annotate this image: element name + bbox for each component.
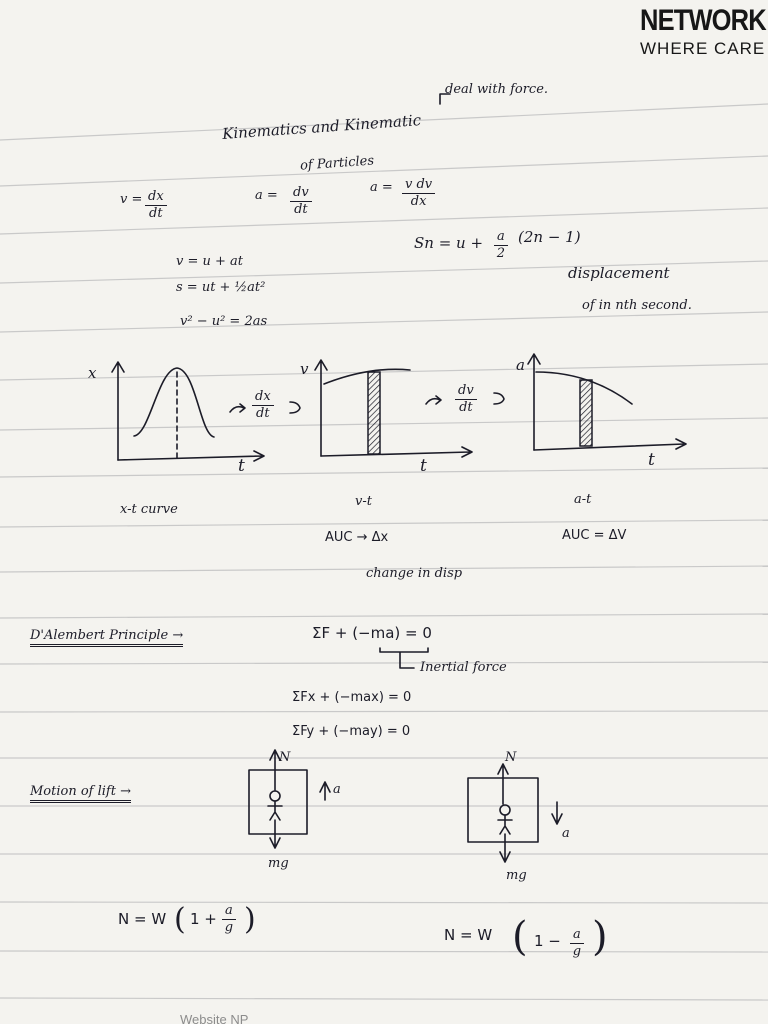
eq-avdv-lhs: a = (370, 180, 393, 195)
brand-tagline: WHERE CARE (640, 39, 766, 58)
formula-down-one: 1 − (534, 932, 561, 950)
lift-down-person-head (500, 805, 510, 815)
eq-v-denominator: dt (149, 206, 163, 221)
graph1-x-label: t (238, 456, 245, 476)
eq-sn-lhs: Sn = u + (414, 234, 484, 252)
eq-a-denominator: dt (294, 202, 308, 217)
dalembert-heading-text: D'Alembert Principle → (30, 628, 183, 647)
lift-down-accel-arrow (552, 802, 562, 824)
lift-down-person-body (498, 815, 512, 834)
eq-v-lhs: v = (120, 192, 143, 207)
formula-up-lhs: N = W (118, 910, 167, 928)
eq-avdv-numerator: v dv (402, 178, 435, 194)
displacement-note-2: of in nth second. (582, 298, 692, 313)
formula-up-numerator: a (222, 904, 236, 920)
formula-down-open-paren: ( (512, 914, 528, 960)
graph2-auc: AUC → Δx (325, 530, 389, 545)
lift-up-n-label: N (279, 750, 291, 765)
dalembert-eq2: ΣFx + (−max) = 0 (292, 690, 412, 705)
arrow2-numerator: dv (455, 384, 477, 400)
graph2-x-label: t (420, 456, 427, 476)
graph3-auc: AUC = ΔV (562, 528, 627, 543)
formula-down-close-paren: ) (592, 914, 608, 960)
formula-up-close-paren: ) (244, 902, 256, 937)
formula-down-fraction (570, 928, 584, 959)
formula-down-lhs: N = W (444, 926, 493, 944)
lift-down-normal-arrow (498, 764, 508, 804)
lift-down-weight-arrow (500, 834, 510, 862)
lift-down-n-label: N (505, 750, 517, 765)
lift-up-mg-label: mg (268, 856, 289, 871)
title-line-1: Kinematics and Kinematic (221, 111, 422, 143)
formula-down-denominator: g (572, 944, 582, 959)
arrow2-denominator: dt (459, 400, 473, 415)
eq-sn-rhs: (2n − 1) (518, 228, 581, 246)
graph3-y-label: a (516, 356, 525, 374)
eq-v-u-at: v = u + at (176, 254, 244, 269)
eq-a-numerator: dv (290, 186, 312, 202)
graph3-caption: a-t (574, 492, 592, 507)
lift-up-box (249, 770, 307, 834)
graph2-auc-note: change in disp (366, 566, 463, 581)
lift-heading-text: Motion of lift → (30, 784, 131, 803)
graph1-caption: x-t curve (120, 502, 178, 517)
eq-avdv-denominator: dx (410, 194, 427, 209)
arrow1-numerator: dx (252, 390, 274, 406)
eq-a-lhs: a = (255, 188, 278, 203)
inertial-force-label: Inertial force (420, 660, 507, 675)
graph2-caption: v-t (355, 494, 372, 509)
dalembert-eq3: ΣFy + (−may) = 0 (292, 724, 411, 739)
graph3-x-label: t (648, 450, 655, 470)
displacement-note-1: displacement (568, 264, 670, 282)
arrow1-denominator: dt (256, 406, 270, 421)
lift-down-mg-label: mg (506, 868, 527, 883)
lift-up-a-label: a (333, 782, 341, 797)
title-line-2: of Particles (299, 153, 375, 174)
eq-sn-numerator: a (494, 230, 508, 246)
eq-v-squared: v² − u² = 2as (180, 314, 268, 329)
lift-down-a-label: a (562, 826, 570, 841)
graph2-y-label: v (300, 360, 309, 378)
eq-v-numerator: dx (145, 190, 167, 206)
formula-up-denominator: g (224, 920, 234, 935)
eq-s: s = ut + ½at² (176, 280, 266, 295)
brand-name: NETWORK (640, 4, 766, 37)
footer-website: Website NP (180, 1012, 249, 1024)
lift-down-diagram (468, 764, 562, 862)
lift-up-person-head (270, 791, 280, 801)
eq-sn-denominator: 2 (496, 246, 506, 261)
formula-up-open-paren: ( (174, 902, 186, 937)
formula-up-fraction (222, 904, 236, 935)
formula-up-one: 1 + (190, 910, 217, 928)
lift-up-accel-arrow (320, 782, 330, 800)
annotation-deal-with-force: deal with force. (445, 82, 549, 97)
lift-up-person-body (268, 801, 282, 820)
formula-down-numerator: a (570, 928, 584, 944)
dalembert-eq1: ΣF + (−ma) = 0 (312, 624, 432, 642)
graph1-y-label: x (88, 364, 97, 382)
